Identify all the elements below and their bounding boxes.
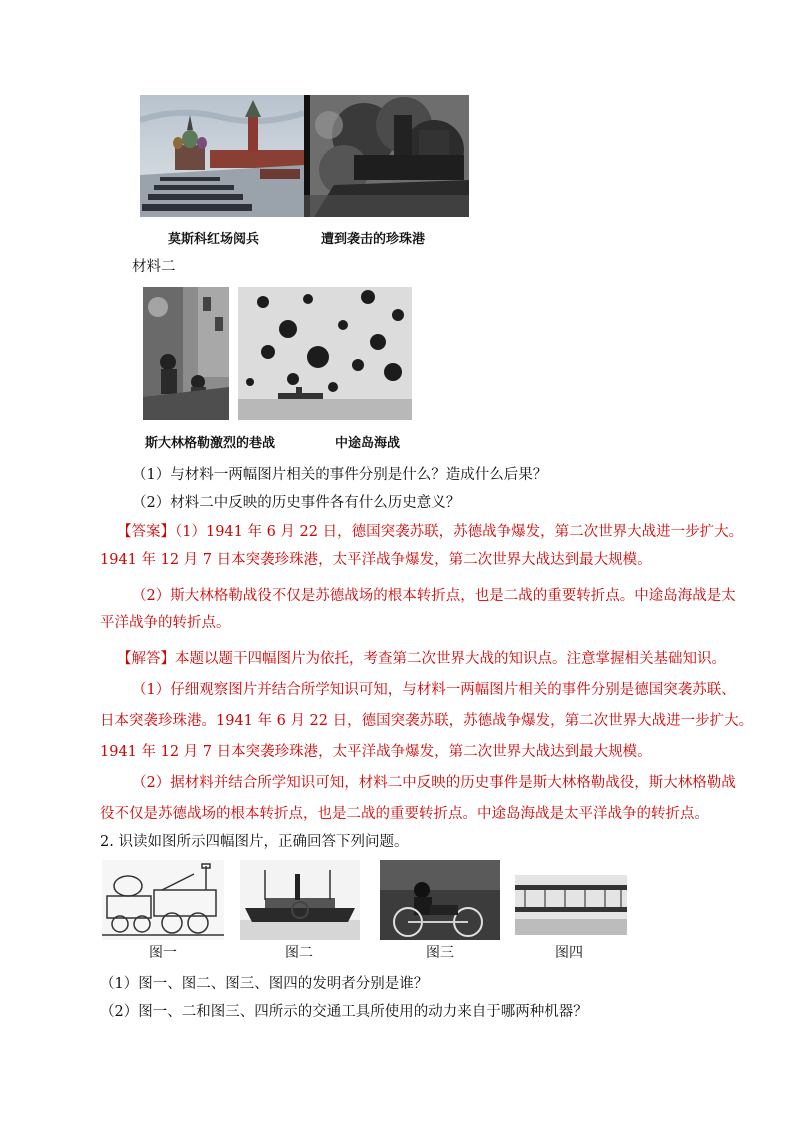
answer-line-2: 1941 年 12 月 7 日本突袭珍珠港，太平洋战争爆发，第二次世界大战达到最大规模。 (100, 552, 652, 568)
pearl-harbor-photo (304, 95, 469, 217)
early-automobile-image (380, 860, 500, 940)
question-2-title: 2. 识读如图所示四幅图片，正确回答下列问题。 (100, 834, 409, 850)
caption-stalingrad: 斯大林格勒激烈的巷战 (145, 436, 276, 451)
analysis-line-2: （1）仔细观察图片并结合所学知识可知，与材料一两幅图片相关的事件分别是德国突袭苏联、 (132, 682, 736, 698)
analysis-tag: 【解答】 (117, 651, 175, 667)
analysis-line-1 (117, 650, 726, 668)
caption-pearl-harbor: 遭到袭击的珍珠港 (321, 232, 426, 247)
figure-4-label: 图四 (555, 945, 583, 961)
material-two-label: 材料二 (132, 259, 176, 275)
red-square-parade-photo (140, 95, 304, 217)
answer-tag: 【答案】 (117, 524, 175, 540)
analysis-text-1: 本题以题干四幅图片为依托，考查第二次世界大战的知识点。注意掌握相关基础知识。 (175, 651, 726, 667)
question-2-part-2: （2）图一、二和图三、四所示的交通工具所使用的动力来自于哪两种机器？ (100, 1004, 588, 1020)
question-2-part-1: （1）图一、图二、图三、图四的发明者分别是谁？ (100, 976, 429, 992)
figure-1-label: 图一 (149, 945, 177, 961)
answer-line-1 (117, 523, 743, 541)
steam-locomotive-image (102, 860, 224, 940)
figure-2-label: 图二 (285, 945, 313, 961)
question-1-part-2: （2）材料二中反映的历史事件各有什么历史意义？ (132, 495, 461, 511)
answer-line-4: 平洋战争的转折点。 (100, 615, 231, 631)
caption-midway: 中途岛海战 (335, 436, 401, 451)
question-1-part-1: （1）与材料一两幅图片相关的事件分别是什么？造成什么后果？ (132, 467, 548, 483)
steamboat-image (240, 860, 360, 940)
analysis-line-3: 日本突袭珍珠港。1941 年 6 月 22 日，德国突袭苏联，苏德战争爆发，第二次世界大战进一步扩大。 (100, 713, 754, 729)
analysis-line-5: （2）据材料并结合所学知识可知，材料二中反映的历史事件是斯大林格勒战役，斯大林格勒战 (132, 775, 736, 791)
figure-3-label: 图三 (426, 945, 454, 961)
stalingrad-street-fight-photo (143, 287, 229, 420)
wright-airplane-image (515, 875, 627, 935)
answer-line-3: （2）斯大林格勒战役不仅是苏德战场的根本转折点，也是二战的重要转折点。中途岛海战是太 (132, 588, 736, 604)
analysis-line-6: 役不仅是苏德战场的根本转折点，也是二战的重要转折点。中途岛海战是太平洋战争的转折点。 (100, 806, 709, 822)
answer-text-1: （1）1941 年 6 月 22 日，德国突袭苏联，苏德战争爆发，第二次世界大战进一步扩大。 (175, 524, 744, 540)
analysis-line-4: 1941 年 12 月 7 日本突袭珍珠港，太平洋战争爆发，第二次世界大战达到最大规模。 (100, 744, 652, 760)
midway-battle-photo (238, 287, 412, 420)
caption-red-square-parade: 莫斯科红场阅兵 (168, 232, 260, 247)
